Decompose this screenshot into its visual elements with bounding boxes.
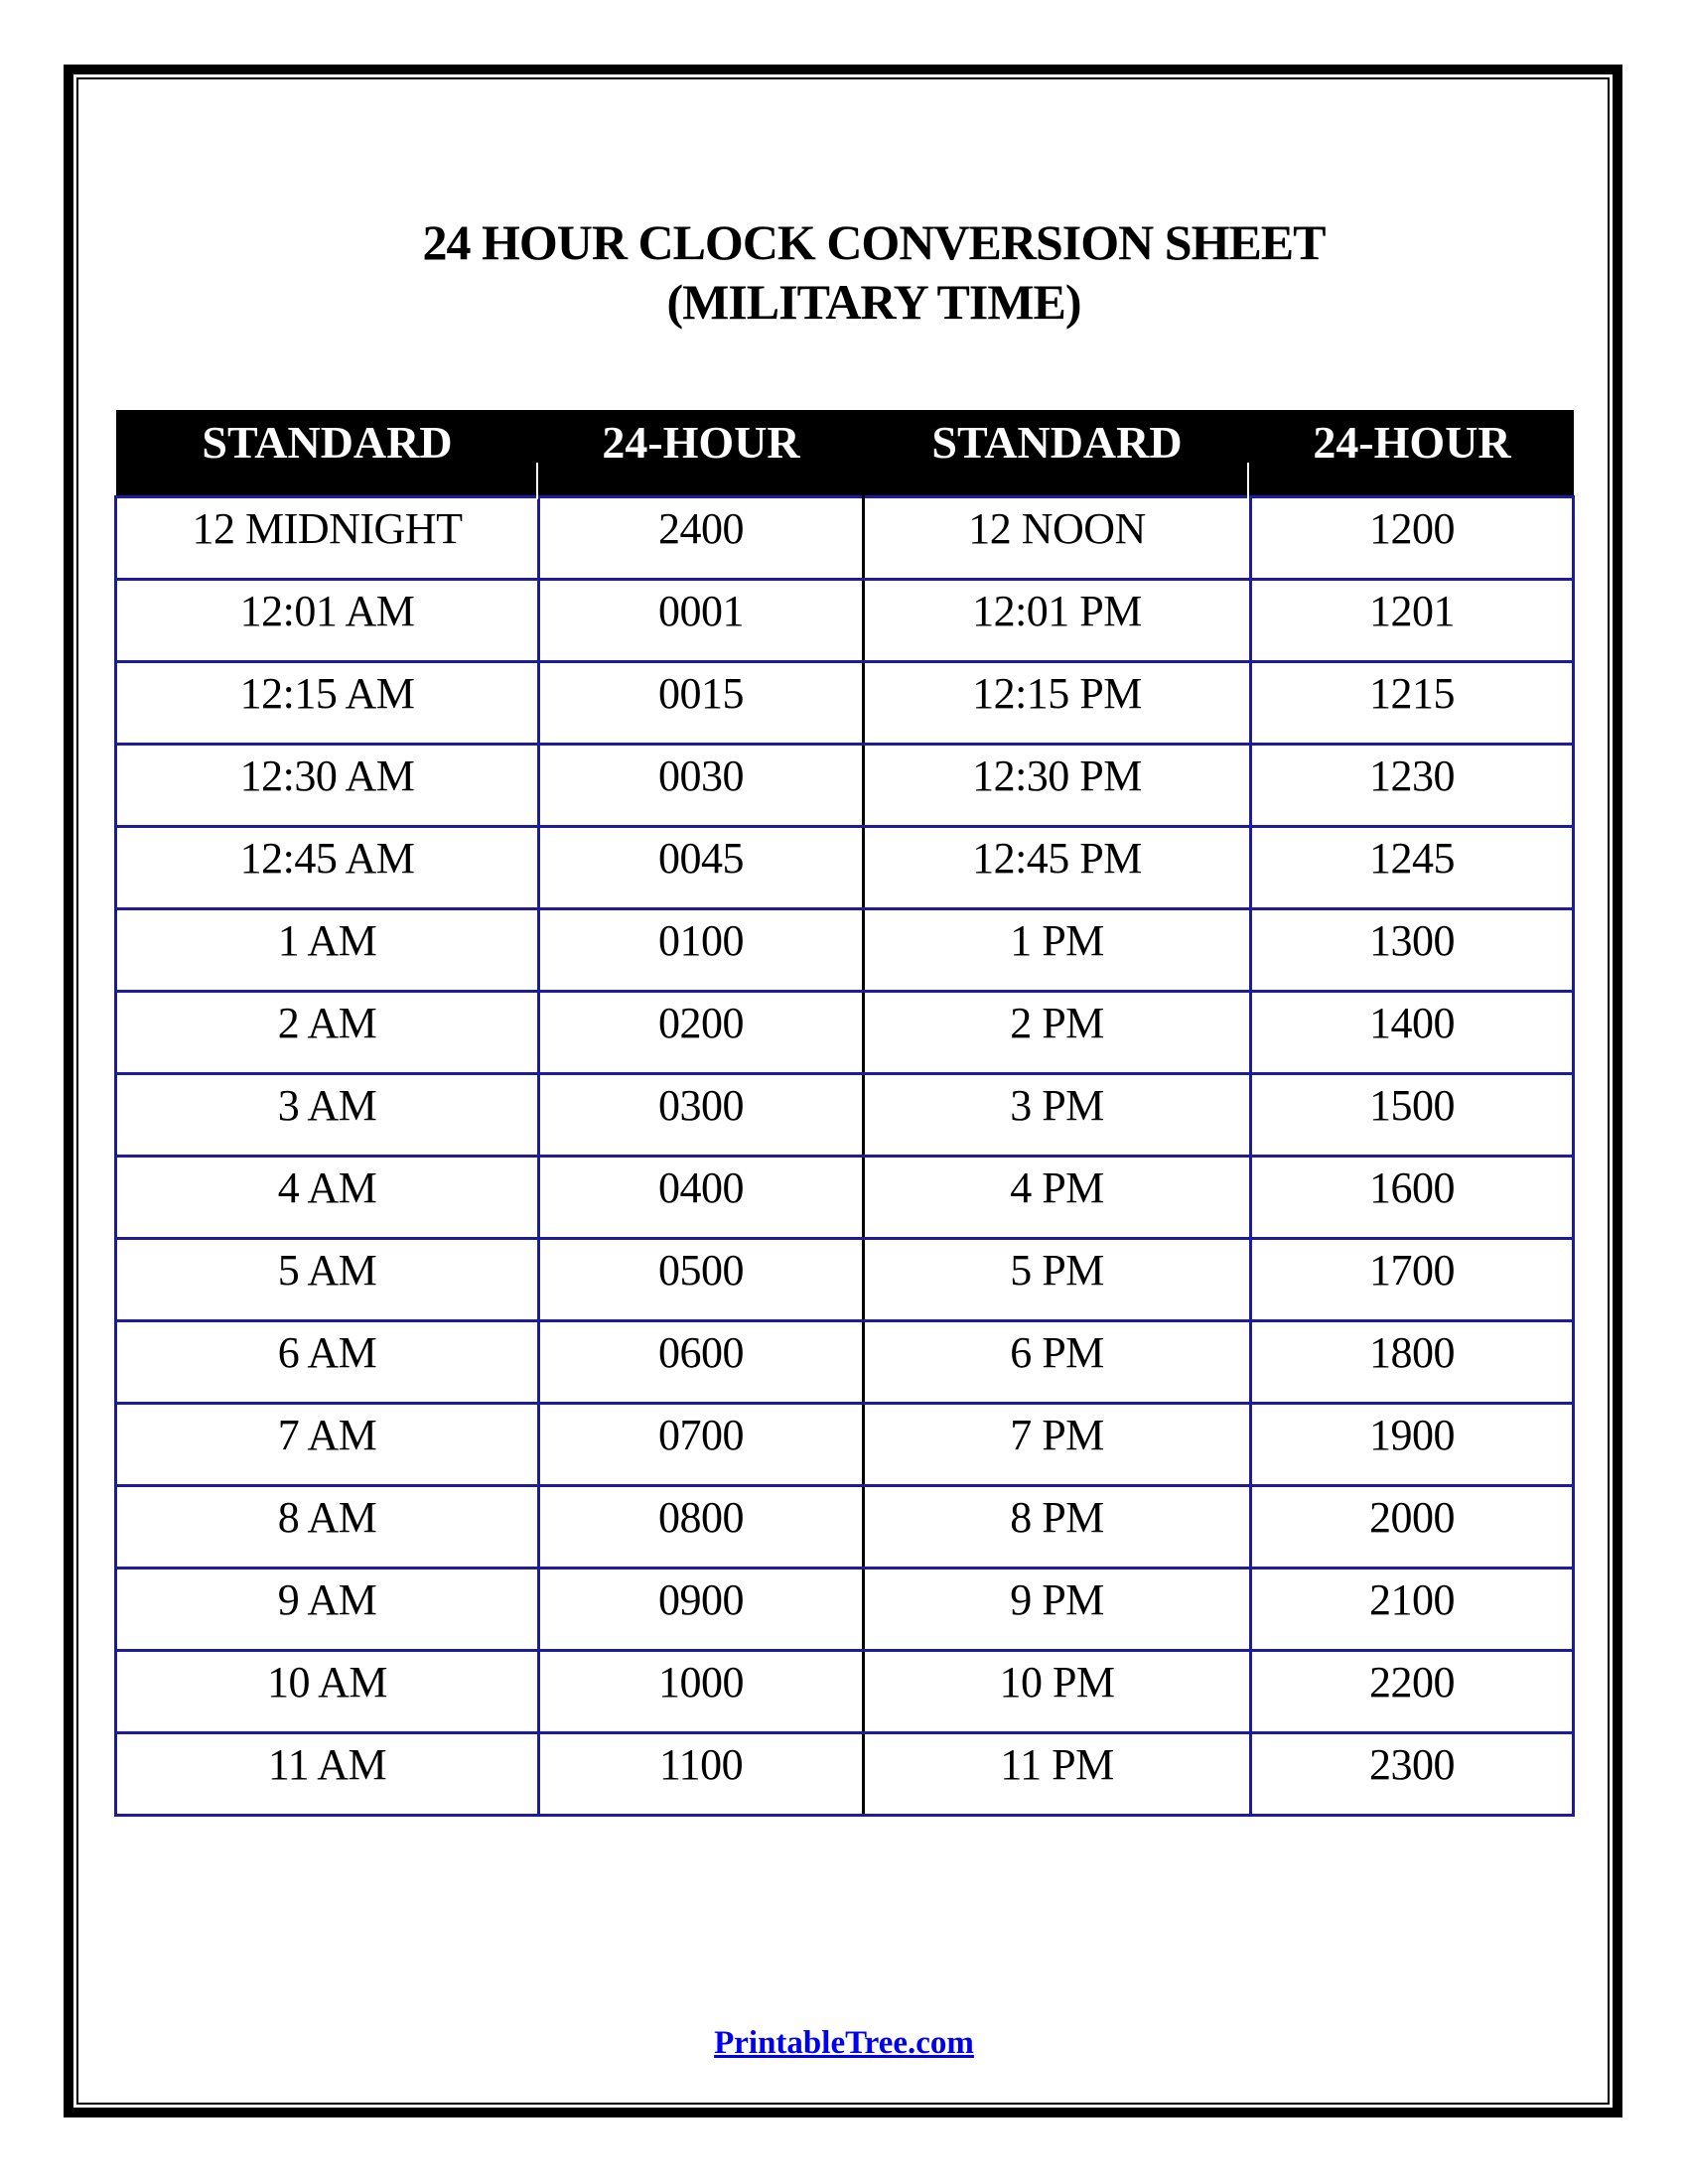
table-cell: 11 AM xyxy=(116,1732,539,1815)
table-cell: 0500 xyxy=(539,1238,864,1320)
table-cell: 3 PM xyxy=(864,1073,1251,1156)
page-title xyxy=(30,212,1688,332)
table-cell: 3 AM xyxy=(116,1073,539,1156)
table-cell: 12:45 PM xyxy=(864,826,1251,908)
table-cell: 0800 xyxy=(539,1485,864,1568)
table-cell: 1 PM xyxy=(864,908,1251,991)
table-cell: 0300 xyxy=(539,1073,864,1156)
table-row xyxy=(116,1320,1574,1403)
table-cell: 6 PM xyxy=(864,1320,1251,1403)
table-row xyxy=(116,1485,1574,1568)
table-row xyxy=(116,826,1574,908)
table-cell: 11 PM xyxy=(864,1732,1251,1815)
table-row xyxy=(116,1073,1574,1156)
table-cell: 9 AM xyxy=(116,1568,539,1650)
table-cell: 0001 xyxy=(539,579,864,661)
table-cell: 0030 xyxy=(539,744,864,826)
table-cell: 12 NOON xyxy=(864,496,1251,579)
table-cell: 1230 xyxy=(1251,744,1574,826)
table-cell: 10 PM xyxy=(864,1650,1251,1732)
page-title-line-1: 24 HOUR CLOCK CONVERSION SHEET xyxy=(422,214,1326,270)
table-cell: 5 PM xyxy=(864,1238,1251,1320)
table-cell: 0700 xyxy=(539,1403,864,1485)
table-cell: 2 PM xyxy=(864,991,1251,1073)
table-cell: 4 PM xyxy=(864,1156,1251,1238)
table-cell: 12:30 PM xyxy=(864,744,1251,826)
table-cell: 1215 xyxy=(1251,661,1574,744)
table-cell: 2300 xyxy=(1251,1732,1574,1815)
table-row xyxy=(116,1403,1574,1485)
column-header-24hour-right: 24-HOUR xyxy=(1251,410,1574,496)
table-row xyxy=(116,1156,1574,1238)
table-cell: 2000 xyxy=(1251,1485,1574,1568)
page-title-line-2: (MILITARY TIME) xyxy=(666,274,1081,330)
table-cell: 0015 xyxy=(539,661,864,744)
table-cell: 2 AM xyxy=(116,991,539,1073)
table-cell: 2400 xyxy=(539,496,864,579)
table-cell: 6 AM xyxy=(116,1320,539,1403)
table-cell: 0045 xyxy=(539,826,864,908)
table-row xyxy=(116,744,1574,826)
conversion-table xyxy=(114,410,1575,1817)
table-row xyxy=(116,991,1574,1073)
table-cell: 1800 xyxy=(1251,1320,1574,1403)
table-cell: 2100 xyxy=(1251,1568,1574,1650)
table-cell: 12 MIDNIGHT xyxy=(116,496,539,579)
table-cell: 1400 xyxy=(1251,991,1574,1073)
table-cell: 0600 xyxy=(539,1320,864,1403)
table-cell: 12:15 AM xyxy=(116,661,539,744)
table-row xyxy=(116,1732,1574,1815)
table-header-row xyxy=(116,410,1574,496)
table-cell: 8 PM xyxy=(864,1485,1251,1568)
table-cell: 1600 xyxy=(1251,1156,1574,1238)
table-cell: 10 AM xyxy=(116,1650,539,1732)
footer xyxy=(0,2025,1688,2062)
table-row xyxy=(116,908,1574,991)
table-body xyxy=(116,496,1574,1815)
table-cell: 4 AM xyxy=(116,1156,539,1238)
table-cell: 0200 xyxy=(539,991,864,1073)
table-cell: 1 AM xyxy=(116,908,539,991)
table-cell: 1000 xyxy=(539,1650,864,1732)
table-cell: 7 AM xyxy=(116,1403,539,1485)
table-cell: 1200 xyxy=(1251,496,1574,579)
table-cell: 1500 xyxy=(1251,1073,1574,1156)
table-row xyxy=(116,1238,1574,1320)
header-cell-separator xyxy=(536,463,538,499)
table-cell: 1300 xyxy=(1251,908,1574,991)
table-cell: 2200 xyxy=(1251,1650,1574,1732)
table-cell: 12:01 AM xyxy=(116,579,539,661)
table-cell: 1201 xyxy=(1251,579,1574,661)
table-cell: 8 AM xyxy=(116,1485,539,1568)
table-row xyxy=(116,1568,1574,1650)
table-cell: 12:30 AM xyxy=(116,744,539,826)
header-cell-separator xyxy=(1247,463,1249,499)
table-cell: 12:01 PM xyxy=(864,579,1251,661)
table-cell: 0900 xyxy=(539,1568,864,1650)
column-header-standard-left: STANDARD xyxy=(116,410,539,496)
table-cell: 12:15 PM xyxy=(864,661,1251,744)
table-row xyxy=(116,661,1574,744)
table-cell: 0400 xyxy=(539,1156,864,1238)
table-cell: 9 PM xyxy=(864,1568,1251,1650)
table-cell: 1900 xyxy=(1251,1403,1574,1485)
table-cell: 7 PM xyxy=(864,1403,1251,1485)
table-row xyxy=(116,1650,1574,1732)
conversion-table-container xyxy=(114,410,1572,1817)
table-cell: 1700 xyxy=(1251,1238,1574,1320)
footer-link[interactable]: PrintableTree.com xyxy=(714,2025,974,2061)
table-row xyxy=(116,496,1574,579)
table-cell: 1100 xyxy=(539,1732,864,1815)
column-header-24hour-left: 24-HOUR xyxy=(539,410,864,496)
table-row xyxy=(116,579,1574,661)
table-cell: 1245 xyxy=(1251,826,1574,908)
column-header-standard-right: STANDARD xyxy=(864,410,1251,496)
table-cell: 5 AM xyxy=(116,1238,539,1320)
table-cell: 12:45 AM xyxy=(116,826,539,908)
table-cell: 0100 xyxy=(539,908,864,991)
